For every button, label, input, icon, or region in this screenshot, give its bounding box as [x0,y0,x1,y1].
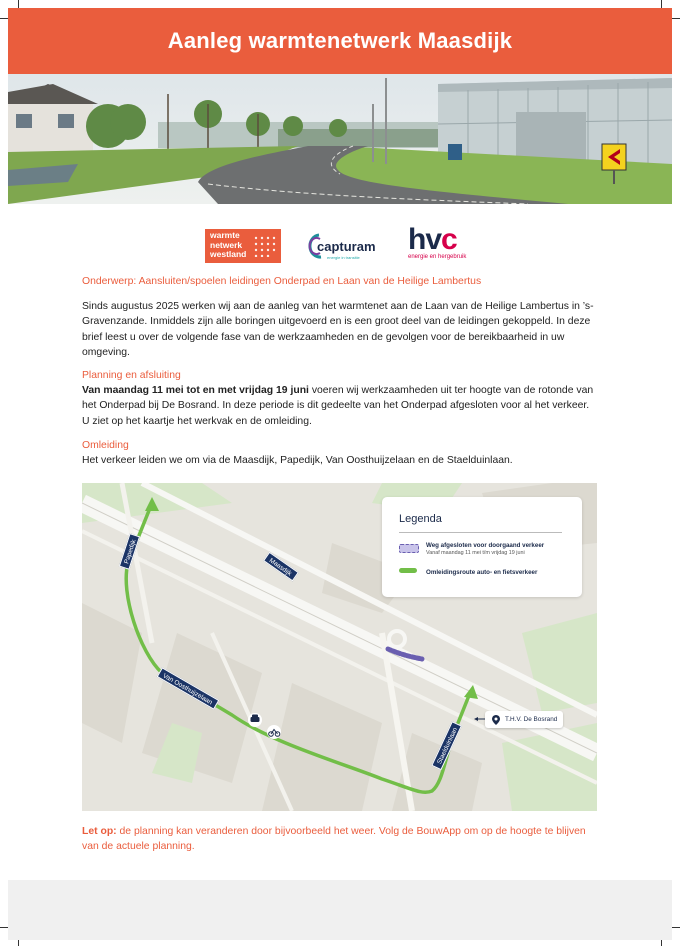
capturam-tagline: energie in transitie [327,255,360,260]
legend-detour-swatch [399,568,417,573]
planning-text: voeren wij werkzaamheden uit ter hoogte van de rotonde van het Onderpad bij De Bosrand. In deze periode is dit gedeelte van het Onderpad afgesloten voor al het verkeer. U ziet op het kaartje het werkvak en de omleiding. [82,385,594,427]
omleiding-paragraph: Het verkeer leiden we om via de Maasdijk, Papedijk, Van Oosthuijzelaan en de Staelduinlaan. [82,455,513,466]
legend-closed-label: Weg afgesloten voor doorgaand verkeer [426,542,545,549]
letter-subject: Onderwerp: Aansluiten/spoelen leidingen Onderpad en Laan van de Heilige Lambertus [82,276,482,287]
bike-icon [267,725,281,739]
legend-divider [399,532,562,533]
poi-label-bosrand [485,711,563,728]
intro-paragraph: Sinds augustus 2025 werken wij aan de aanleg van het warmtenet aan de Laan van de Heilige Lambertus in ’s-Gravenzande. Inmiddels zijn alle boringen uitgevoerd en is een groot deel van de leidingen gekoppeld. In deze brief leest u over de volgende fase van de werkzaamheden en de gevolgen voor de bereikbaarheid in uw omgeving. [82,301,594,359]
map-pin-icon [492,715,500,725]
crop-mark [672,18,680,19]
planning-dates: Van maandag 11 mei tot en met vrijdag 19 juni [82,385,309,396]
legend-closed-period: Vanaf maandag 11 mei t/m vrijdag 19 juni [426,550,525,556]
header-photo [8,74,672,204]
road-label-staelduinlaan: Staelduinlaan [431,721,462,770]
road-label-maasdijk: Maasdijk [263,552,299,581]
road-label-van-oosthuijzelaan: Van Oosthuijzelaan [157,667,220,709]
logo-text: netwerk [210,239,243,250]
page-header [8,8,672,74]
note-label: Let op: [82,826,117,837]
logo-warmtenetwerk-westland [205,229,281,263]
crop-mark [0,18,8,19]
dots-icon [253,235,277,257]
planning-heading: Planning en afsluiting [82,370,181,381]
crop-mark [0,927,8,928]
hvc-name [408,223,483,256]
poi-label-text: T.H.V. De Bosrand [505,716,558,723]
crop-mark [661,0,662,8]
legend-detour-label: Omleidingsroute auto- en fietsverkeer [426,569,538,576]
logo-hvc [408,223,483,264]
logo-text: warmte [210,230,240,240]
logo-capturam [305,229,376,265]
legend-closed-swatch [399,544,419,553]
logo-text: westland [210,249,247,259]
hvc-name-accent: c [441,223,457,256]
partner-logos [0,223,680,266]
capturam-name: capturam [317,239,376,254]
footer-band [8,880,672,940]
road-label-papedijk: Papedijk [119,533,140,570]
note-paragraph [82,824,598,855]
hvc-name-main: hv [408,223,442,256]
car-icon [248,713,262,727]
planning-paragraph [82,383,598,429]
crop-mark [672,927,680,928]
legend-title: Legenda [399,513,442,525]
page-title: Aanleg warmtenetwerk Maasdijk [167,28,513,53]
map-legend [382,497,582,597]
note-text: de planning kan veranderen door bijvoorbeeld het weer. Volg de BouwApp om op de hoogte te blijven van de actuele planning. [82,826,586,853]
hvc-tagline: energie en hergebruik [408,254,467,260]
omleiding-heading: Omleiding [82,440,129,451]
crop-mark [18,0,19,8]
